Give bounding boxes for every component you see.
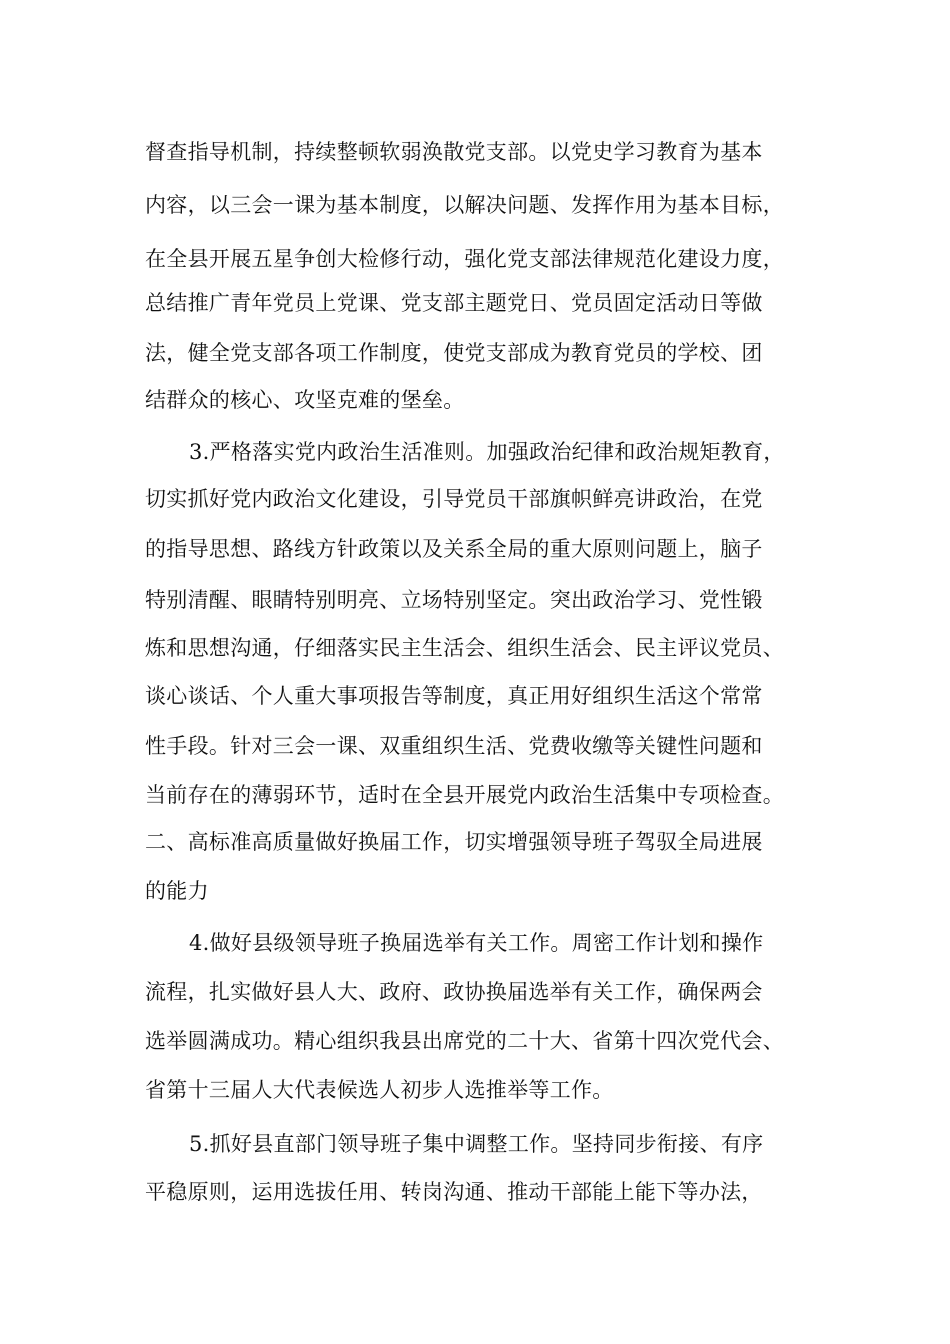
text-line: 在全县开展五星争创大检修行动，强化党支部法律规范化建设力度， <box>145 247 784 271</box>
text-line: 3.严格落实党内政治生活准则。加强政治纪律和政治规矩教育， <box>189 440 785 464</box>
text-line: 特别清醒、眼睛特别明亮、立场特别坚定。突出政治学习、党性锻 <box>145 588 763 612</box>
text-line: 平稳原则，运用选拔任用、转岗沟通、推动干部能上能下等办法， <box>145 1180 763 1204</box>
text-line: 的指导思想、路线方针政策以及关系全局的重大原则问题上，脑子 <box>145 537 763 561</box>
text-line: 选举圆满成功。精心组织我县出席党的二十大、省第十四次党代会、 <box>145 1029 784 1053</box>
text-line: 内容，以三会一课为基本制度，以解决问题、发挥作用为基本目标， <box>145 193 784 217</box>
text-line: 总结推广青年党员上党课、党支部主题党日、党员固定活动日等做 <box>145 291 763 315</box>
text-line: 当前存在的薄弱环节，适时在全县开展党内政治生活集中专项检查。 <box>145 783 784 807</box>
text-line: 性手段。针对三会一课、双重组织生活、党费收缴等关键性问题和 <box>145 734 763 758</box>
section-heading: 的能力 <box>145 879 209 903</box>
text-line: 结群众的核心、攻坚克难的堡垒。 <box>145 388 465 412</box>
text-line: 5.抓好县直部门领导班子集中调整工作。坚持同步衔接、有序 <box>189 1132 764 1156</box>
text-line: 4.做好县级领导班子换届选举有关工作。周密工作计划和操作 <box>189 931 764 955</box>
section-heading: 二、高标准高质量做好换届工作，切实增强领导班子驾驭全局进展 <box>145 830 763 854</box>
text-line: 督查指导机制，持续整顿软弱涣散党支部。以党史学习教育为基本 <box>145 140 763 164</box>
text-line: 炼和思想沟通，仔细落实民主生活会、组织生活会、民主评议党员、 <box>145 636 784 660</box>
text-line: 谈心谈话、个人重大事项报告等制度，真正用好组织生活这个常常 <box>145 684 763 708</box>
text-line: 切实抓好党内政治文化建设，引导党员干部旗帜鲜亮讲政治，在党 <box>145 487 763 511</box>
text-line: 法，健全党支部各项工作制度，使党支部成为教育党员的学校、团 <box>145 341 763 365</box>
text-line: 流程，扎实做好县人大、政府、政协换届选举有关工作，确保两会 <box>145 980 763 1004</box>
text-line: 省第十三届人大代表候选人初步人选推举等工作。 <box>145 1078 614 1102</box>
